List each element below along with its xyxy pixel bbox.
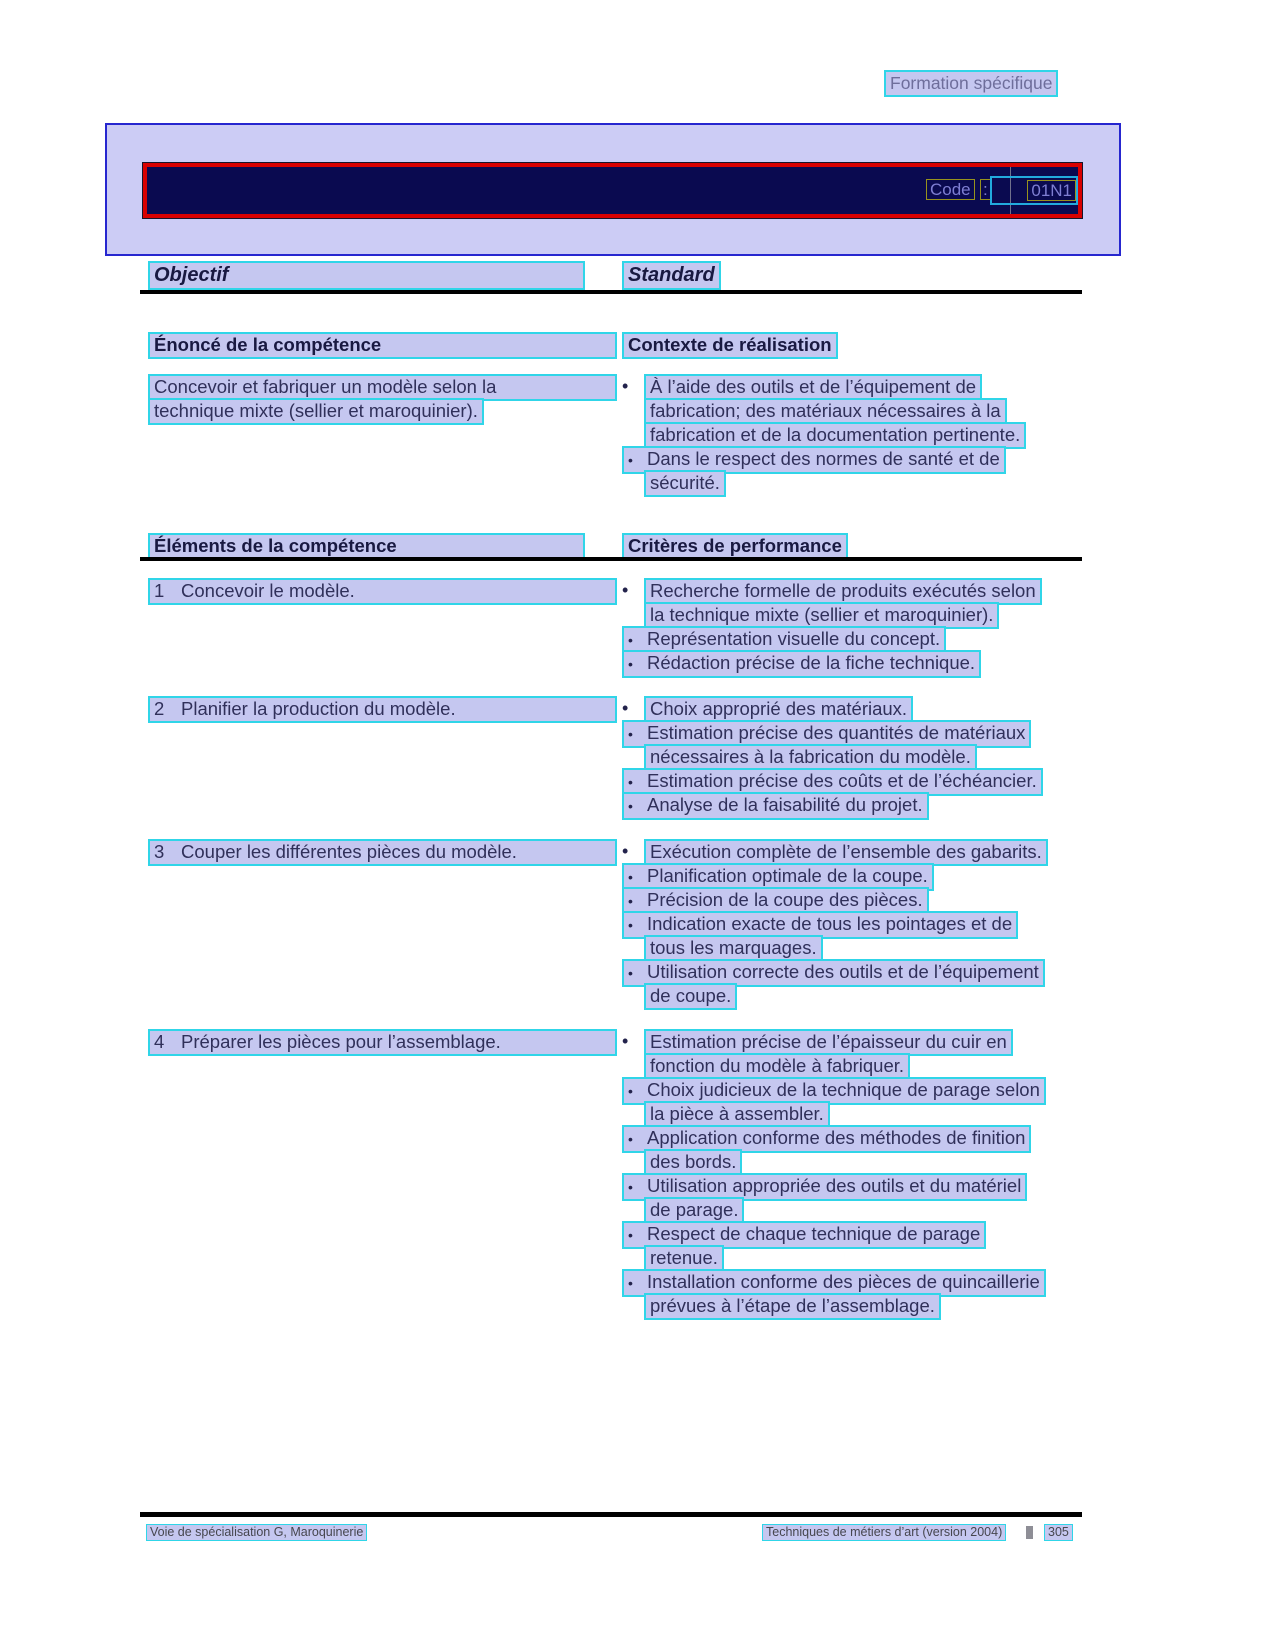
bullet-icon: •	[628, 1227, 633, 1243]
text-line	[622, 398, 1087, 422]
highlighted-text: sécurité.	[644, 470, 726, 497]
column-title-standard-wrap	[622, 261, 721, 290]
highlighted-text: • Dans le respect des normes de santé et de	[622, 446, 1006, 474]
element-label: Préparer les pièces pour l’assemblage.	[181, 1031, 501, 1052]
text-line	[622, 374, 1087, 398]
footer-right-wrap	[762, 1524, 1006, 1541]
bullet-icon: •	[628, 1179, 633, 1195]
footer-page-wrap	[1044, 1524, 1073, 1541]
text-line	[622, 578, 1087, 602]
text-line	[622, 696, 1087, 720]
text-line	[622, 911, 1087, 935]
text-line	[622, 1125, 1087, 1149]
highlighted-text: de parage.	[644, 1197, 744, 1224]
highlighted-text: Choix approprié des matériaux.	[644, 696, 913, 723]
highlighted-text	[148, 1029, 617, 1056]
criteria-cell	[622, 696, 1087, 816]
highlighted-text: tous les marquages.	[644, 935, 823, 962]
highlighted-text: • Précision de la coupe des pièces.	[622, 887, 929, 915]
criteria-cell	[622, 578, 1087, 674]
bullet-icon: •	[628, 917, 633, 933]
element-row-label	[148, 839, 617, 866]
element-number: 1	[154, 580, 165, 601]
title-box	[105, 123, 1121, 256]
horizontal-rule	[140, 290, 1082, 294]
highlighted-text: Estimation précise de l’épaisseur du cuir en	[644, 1029, 1013, 1056]
competence-statement	[148, 374, 617, 422]
highlighted-text: • Rédaction précise de la fiche technique.	[622, 650, 981, 678]
highlighted-text: • Choix judicieux de la technique de parage selon	[622, 1077, 1046, 1105]
element-label: Planifier la production du modèle.	[181, 698, 456, 719]
highlighted-text: fabrication et de la documentation pertinente.	[644, 422, 1026, 449]
bullet-icon: •	[628, 1275, 633, 1291]
highlighted-text: • Indication exacte de tous les pointages et de	[622, 911, 1018, 939]
text-line	[622, 887, 1087, 911]
highlighted-text: de coupe.	[644, 983, 737, 1010]
highlighted-text: À l’aide des outils et de l’équipement de	[644, 374, 982, 401]
bullet-icon: •	[628, 869, 633, 885]
element-row-label	[148, 1029, 617, 1056]
highlighted-text: • Utilisation correcte des outils et de l’équipement	[622, 959, 1045, 987]
element-number: 4	[154, 1031, 165, 1052]
bullet-icon: •	[622, 698, 629, 718]
text-line	[622, 839, 1087, 863]
text-line	[622, 768, 1087, 792]
text-line	[622, 446, 1087, 470]
footer-separator	[1026, 1526, 1033, 1539]
text-line	[622, 1053, 1087, 1077]
corner-label: Formation spécifique	[884, 70, 1058, 97]
text-line	[148, 374, 617, 398]
section-header-criteres-wrap	[622, 533, 848, 560]
section-header-elements: Éléments de la compétence	[148, 533, 585, 560]
element-label: Couper les différentes pièces du modèle.	[181, 841, 517, 862]
section-header-criteres: Critères de performance	[622, 533, 848, 560]
footer-left-text: Voie de spécialisation G, Maroquinerie	[146, 1524, 367, 1541]
highlighted-text: • Planification optimale de la coupe.	[622, 863, 934, 891]
highlighted-text: retenue.	[644, 1245, 724, 1272]
text-line	[622, 1269, 1087, 1293]
highlighted-text: Exécution complète de l’ensemble des gabarits.	[644, 839, 1048, 866]
highlighted-text: prévues à l’étape de l’assemblage.	[644, 1293, 941, 1320]
text-line	[622, 602, 1087, 626]
bullet-icon: •	[628, 965, 633, 981]
code-value: 01N1	[1027, 180, 1076, 201]
text-line	[148, 398, 617, 422]
footer-right-text: Techniques de métiers d’art (version 2004)	[762, 1524, 1006, 1541]
text-line	[622, 650, 1087, 674]
text-line	[622, 1173, 1087, 1197]
highlighted-text: • Estimation précise des coûts et de l’échéancier.	[622, 768, 1043, 796]
highlighted-text: nécessaires à la fabrication du modèle.	[644, 744, 977, 771]
criteria-cell	[622, 839, 1087, 1007]
text-line	[622, 1029, 1087, 1053]
highlighted-text: la technique mixte (sellier et maroquinier).	[644, 602, 999, 629]
highlighted-text: • Installation conforme des pièces de quincaillerie	[622, 1269, 1046, 1297]
code-value-box	[990, 176, 1078, 205]
footer-rule	[140, 1512, 1082, 1517]
column-title-objectif: Objectif	[148, 261, 585, 290]
text-line	[622, 626, 1087, 650]
column-title-standard: Standard	[622, 261, 721, 290]
text-line	[622, 1077, 1087, 1101]
bullet-icon: •	[628, 774, 633, 790]
element-row-label	[148, 578, 617, 605]
highlighted-text: • Respect de chaque technique de parage	[622, 1221, 986, 1249]
highlighted-text	[148, 578, 617, 605]
highlighted-text: • Application conforme des méthodes de finition	[622, 1125, 1031, 1153]
highlighted-text: Concevoir et fabriquer un modèle selon la	[148, 374, 617, 401]
bullet-icon: •	[622, 841, 629, 861]
section-header-enonce: Énoncé de la compétence	[148, 332, 617, 359]
text-line	[622, 863, 1087, 887]
bullet-icon: •	[628, 656, 633, 672]
section-header-contexte-wrap	[622, 332, 838, 359]
highlighted-text: fonction du modèle à fabriquer.	[644, 1053, 910, 1080]
bullet-icon: •	[628, 452, 633, 468]
element-row-label	[148, 696, 617, 723]
highlighted-text: des bords.	[644, 1149, 742, 1176]
bullet-icon: •	[622, 580, 629, 600]
footer-left-wrap	[146, 1524, 367, 1541]
bullet-icon: •	[622, 1031, 629, 1051]
text-line	[622, 422, 1087, 446]
bullet-icon: •	[628, 632, 633, 648]
element-number: 3	[154, 841, 165, 862]
highlighted-text: technique mixte (sellier et maroquinier).	[148, 398, 484, 425]
footer-page-number: 305	[1044, 1524, 1073, 1541]
highlighted-text: • Utilisation appropriée des outils et du matériel	[622, 1173, 1027, 1201]
highlighted-text	[148, 839, 617, 866]
highlighted-text	[148, 696, 617, 723]
highlighted-text: • Représentation visuelle du concept.	[622, 626, 946, 654]
highlighted-text: Recherche formelle de produits exécutés selon	[644, 578, 1042, 605]
text-line	[622, 720, 1087, 744]
highlighted-text: • Analyse de la faisabilité du projet.	[622, 792, 929, 820]
bullet-icon: •	[622, 376, 629, 396]
bullet-icon: •	[628, 893, 633, 909]
highlighted-text: fabrication; des matériaux nécessaires à la	[644, 398, 1007, 425]
title-banner	[143, 163, 1082, 218]
bullet-icon: •	[628, 798, 633, 814]
bullet-icon: •	[628, 1083, 633, 1099]
bullet-icon: •	[628, 1131, 633, 1147]
page-corner	[884, 70, 1058, 97]
horizontal-rule	[140, 557, 1082, 561]
bullet-icon: •	[628, 726, 633, 742]
highlighted-text: la pièce à assembler.	[644, 1101, 830, 1128]
criteria-cell	[622, 1029, 1087, 1317]
text-line	[622, 1221, 1087, 1245]
context-criteria-cell	[622, 374, 1087, 494]
text-line	[622, 959, 1087, 983]
code-label: Code	[926, 179, 975, 200]
section-header-contexte: Contexte de réalisation	[622, 332, 838, 359]
highlighted-text: • Estimation précise des quantités de matériaux	[622, 720, 1031, 748]
code-separator: :	[980, 179, 991, 200]
element-label: Concevoir le modèle.	[181, 580, 355, 601]
element-number: 2	[154, 698, 165, 719]
